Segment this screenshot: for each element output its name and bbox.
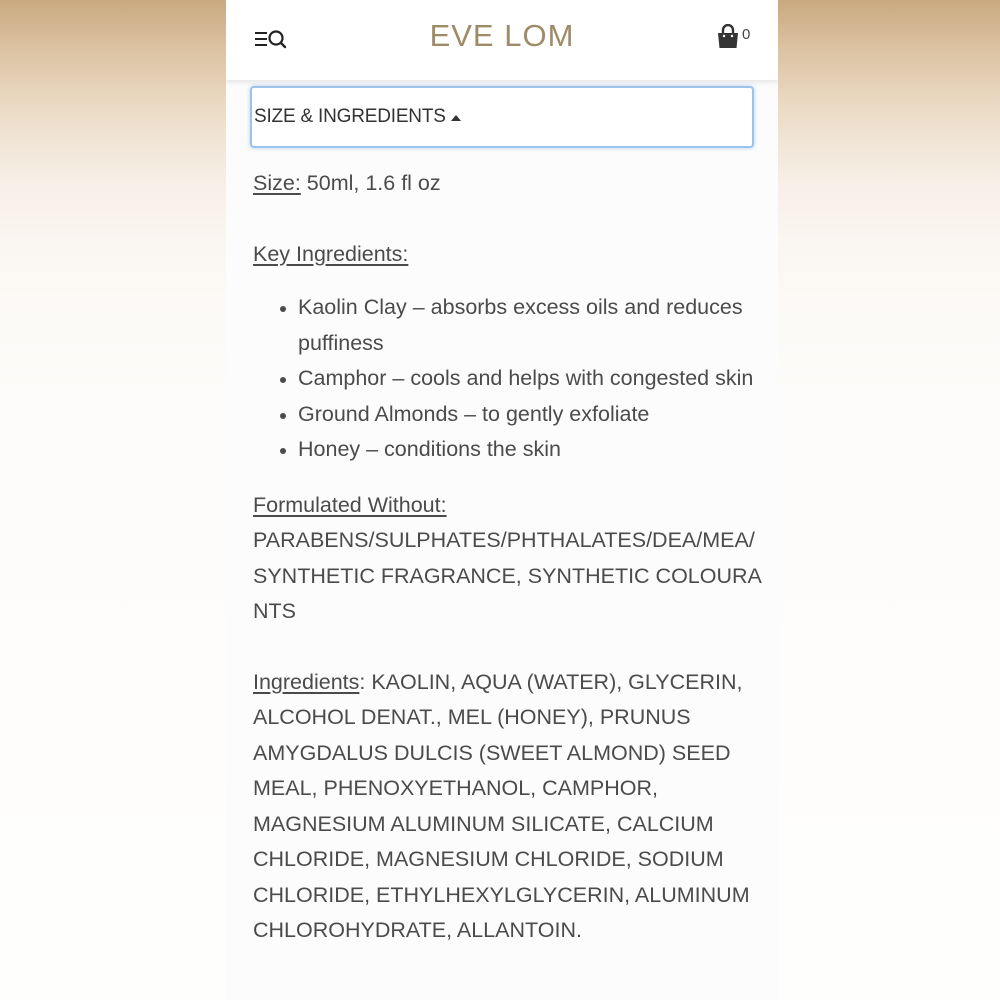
key-ingredients-list <box>253 290 763 468</box>
size-value: 50ml, 1.6 fl oz <box>300 171 441 195</box>
size-label: Size: <box>253 171 301 195</box>
formulated-without-text: PARABENS/SULPHATES/PHTHALATES/DEA/MEA/ SYNTHETIC FRAGRANCE, SYNTHETIC COLOURANTS <box>253 528 762 623</box>
caret-up-icon <box>451 115 461 121</box>
size-ingredients-accordion[interactable] <box>250 86 754 148</box>
cart-button[interactable] <box>716 24 756 52</box>
mobile-page <box>226 0 778 1000</box>
list-item: • Ground Almonds – to gently exfoliate <box>298 397 763 433</box>
cart-count: 0 <box>742 26 751 43</box>
formulated-without-heading: Formulated Without: <box>253 492 447 517</box>
list-item: • Kaolin Clay – absorbs excess oils and reduces puffiness <box>298 290 763 361</box>
list-item: • Honey – conditions the skin <box>298 432 763 468</box>
brand-logo[interactable]: EVE LOM <box>429 18 575 53</box>
list-item: • Camphor – cools and helps with congested skin <box>298 361 763 397</box>
key-ingredients-heading: Key Ingredients: <box>253 241 409 266</box>
site-header <box>226 0 778 80</box>
accordion-label: SIZE & INGREDIENTS <box>254 106 446 127</box>
ingredients-text: : KAOLIN, AQUA (WATER), GLYCERIN, ALCOHOL DENAT., MEL (HONEY), PRUNUS AMYGDALUS DULCIS (SWEET ALMOND) SEED MEAL, PHENOXYETHANOL, CAMPHOR, MAGNESIUM ALUMINUM SILICATE, CALCIUM CHLORIDE, MAGNESIUM CHLORIDE, SODIUM CHLORIDE, ETHYLHEXYLGLYCERIN, ALUMINUM CHLOROHYDRATE, ALLANTOIN. <box>253 669 750 942</box>
size-line <box>253 166 763 202</box>
shopping-bag-icon <box>716 24 740 50</box>
accordion-content <box>253 166 763 949</box>
ingredients-paragraph <box>253 665 763 949</box>
ingredients-label: Ingredients <box>253 669 360 694</box>
